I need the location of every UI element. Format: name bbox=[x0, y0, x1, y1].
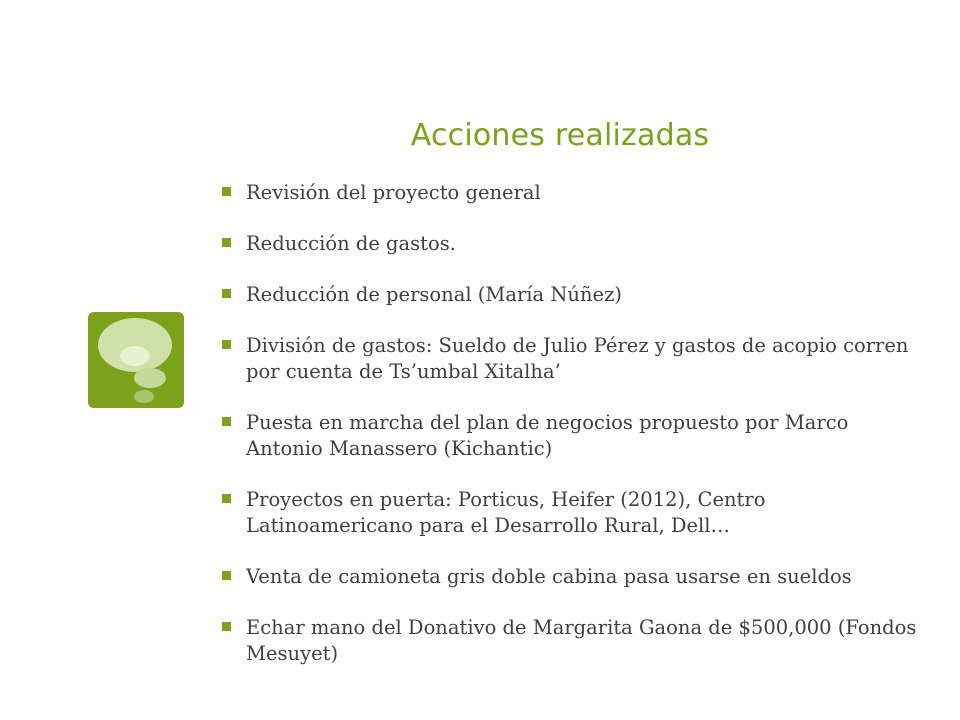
bullet-item bbox=[222, 487, 922, 539]
large-bubble-highlight bbox=[120, 346, 150, 366]
bullet-text: Venta de camioneta gris doble cabina pasa usarse en sueldos bbox=[246, 565, 852, 588]
bullet-text: Puesta en marcha del plan de negocios propuesto por Marco Antonio Manassero (Kichantic) bbox=[246, 411, 849, 460]
square-bullet-icon bbox=[222, 494, 231, 503]
bullet-text: Reducción de personal (María Núñez) bbox=[246, 283, 622, 306]
medium-bubble-shape bbox=[134, 368, 166, 388]
square-bullet-icon bbox=[222, 622, 231, 631]
bullet-item bbox=[222, 615, 922, 667]
bullet-text: División de gastos: Sueldo de Julio Pérez y gastos de acopio corren por cuenta de Ts’umbal Xitalha’ bbox=[246, 334, 909, 383]
bullet-text: Revisión del proyecto general bbox=[246, 181, 541, 204]
bullet-text: Echar mano del Donativo de Margarita Gaona de $500,000 (Fondos Mesuyet) bbox=[246, 616, 917, 665]
square-bullet-icon bbox=[222, 571, 231, 580]
bullet-item bbox=[222, 333, 922, 385]
bullet-item bbox=[222, 180, 922, 206]
square-bullet-icon bbox=[222, 417, 231, 426]
slide-title: Acciones realizadas bbox=[410, 118, 710, 153]
bullet-item bbox=[222, 231, 922, 257]
bullet-text: Proyectos en puerta: Porticus, Heifer (2012), Centro Latinoamericano para el Desarrollo Rural, Dell… bbox=[246, 488, 766, 537]
square-bullet-icon bbox=[222, 238, 231, 247]
square-bullet-icon bbox=[222, 340, 231, 349]
bullet-text: Reducción de gastos. bbox=[246, 232, 456, 255]
bullet-item bbox=[222, 410, 922, 462]
speech-bubbles-icon bbox=[88, 312, 184, 408]
bullet-item bbox=[222, 564, 922, 590]
square-bullet-icon bbox=[222, 187, 231, 196]
square-bullet-icon bbox=[222, 289, 231, 298]
bullet-item bbox=[222, 282, 922, 308]
bullet-list bbox=[222, 180, 922, 692]
small-bubble-shape bbox=[134, 390, 154, 403]
